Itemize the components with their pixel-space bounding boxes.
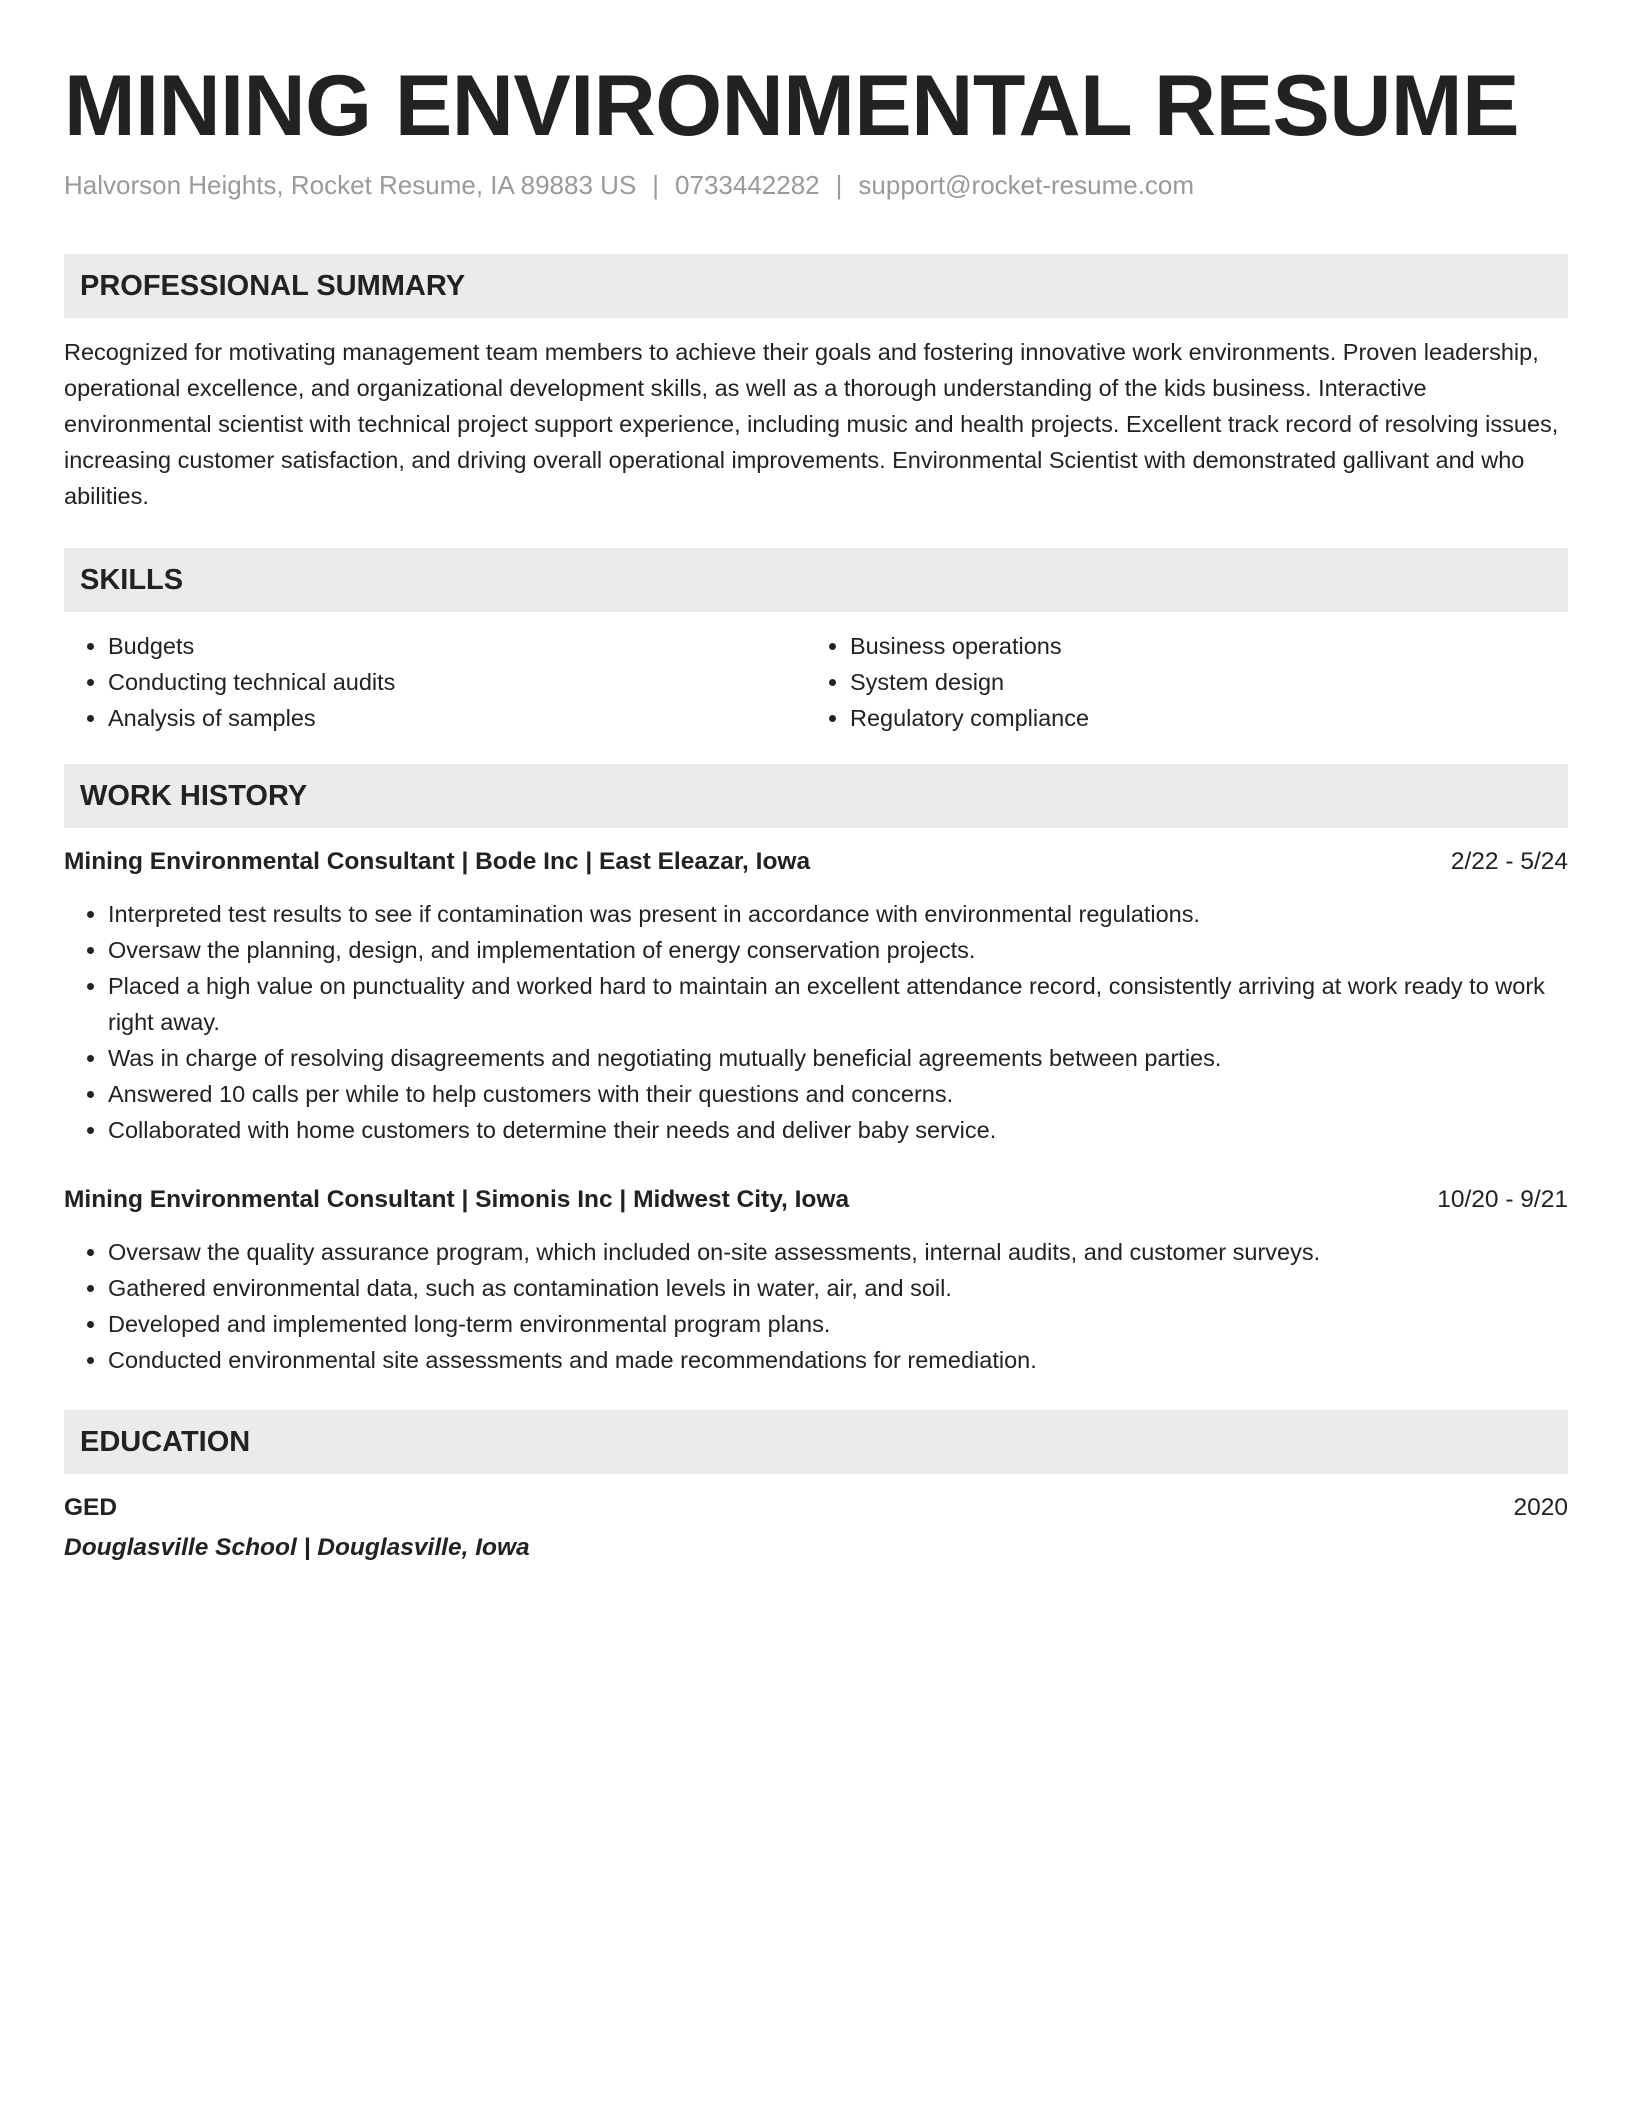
job-bullets bbox=[64, 896, 1568, 1148]
resume-title: MINING ENVIRONMENTAL RESUME bbox=[64, 58, 1519, 154]
job-bullet: • Gathered environmental data, such as contamination levels in water, air, and soil. bbox=[108, 1270, 1568, 1306]
job-bullet: • Oversaw the planning, design, and implementation of energy conservation projects. bbox=[108, 932, 1568, 968]
job-bullet: • Collaborated with home customers to determine their needs and deliver baby service. bbox=[108, 1112, 1568, 1148]
job-bullet: • Answered 10 calls per while to help customers with their questions and concerns. bbox=[108, 1076, 1568, 1112]
contact-separator: | bbox=[652, 170, 660, 200]
section-heading-education: EDUCATION bbox=[64, 1410, 1568, 1474]
skill-item: • Analysis of samples bbox=[108, 700, 806, 736]
education-degree: GED bbox=[64, 1494, 118, 1521]
skills-column-left bbox=[64, 628, 806, 736]
job-bullet: • Was in charge of resolving disagreements and negotiating mutually beneficial agreements between parties. bbox=[108, 1040, 1568, 1076]
section-heading-skills: SKILLS bbox=[64, 548, 1568, 612]
education-school: Douglasville School | Douglasville, Iowa bbox=[64, 1534, 530, 1561]
summary-text: Recognized for motivating management team members to achieve their goals and fostering innovative work environments. Proven leadership, operational excellence, and organizational development skills, as well as a thorough understanding of the kids business. Interactive environmental scientist with technical project support experience, including music and health projects. Excellent track record of resolving issues, increasing customer satisfaction, and driving overall operational improvements. Environmental Scientist with demonstrated gallivant and who abilities. bbox=[64, 339, 1559, 509]
job-bullet: • Interpreted test results to see if contamination was present in accordance with environmental regulations. bbox=[108, 896, 1568, 932]
job-bullet: • Oversaw the quality assurance program, which included on-site assessments, internal audits, and customer surveys. bbox=[108, 1234, 1568, 1270]
section-heading-work: WORK HISTORY bbox=[64, 764, 1568, 828]
skill-item: • Conducting technical audits bbox=[108, 664, 806, 700]
contact-phone: 0733442282 bbox=[675, 170, 820, 200]
job-bullet: • Conducted environmental site assessments and made recommendations for remediation. bbox=[108, 1342, 1568, 1378]
contact-email: support@rocket-resume.com bbox=[858, 170, 1195, 200]
job-title: Mining Environmental Consultant | Bode Inc | East Eleazar, Iowa bbox=[64, 848, 811, 875]
contact-separator: | bbox=[835, 170, 843, 200]
contact-address: Halvorson Heights, Rocket Resume, IA 89883 US bbox=[64, 170, 637, 200]
contact-line bbox=[64, 168, 1568, 202]
job-bullets bbox=[64, 1234, 1568, 1378]
skill-item: • Budgets bbox=[108, 628, 806, 664]
education-year: 2020 bbox=[1513, 1494, 1568, 1521]
education-row bbox=[64, 1490, 1568, 1526]
skills-list bbox=[64, 628, 1568, 736]
skill-item: • System design bbox=[850, 664, 1546, 700]
section-heading-summary: PROFESSIONAL SUMMARY bbox=[64, 254, 1568, 318]
skills-column-right bbox=[806, 628, 1546, 736]
job-entry bbox=[64, 844, 1568, 1148]
skill-item: • Business operations bbox=[850, 628, 1546, 664]
job-header bbox=[64, 844, 1568, 880]
job-dates: 2/22 - 5/24 bbox=[1450, 848, 1568, 875]
job-dates: 10/20 - 9/21 bbox=[1437, 1186, 1568, 1213]
skill-item: • Regulatory compliance bbox=[850, 700, 1546, 736]
job-bullet: • Placed a high value on punctuality and worked hard to maintain an excellent attendance record, consistently arriving at work ready to work right away. bbox=[108, 968, 1568, 1040]
job-title: Mining Environmental Consultant | Simonis Inc | Midwest City, Iowa bbox=[64, 1186, 850, 1213]
job-bullet: • Developed and implemented long-term environmental program plans. bbox=[108, 1306, 1568, 1342]
job-header bbox=[64, 1182, 1568, 1218]
job-entry bbox=[64, 1182, 1568, 1378]
